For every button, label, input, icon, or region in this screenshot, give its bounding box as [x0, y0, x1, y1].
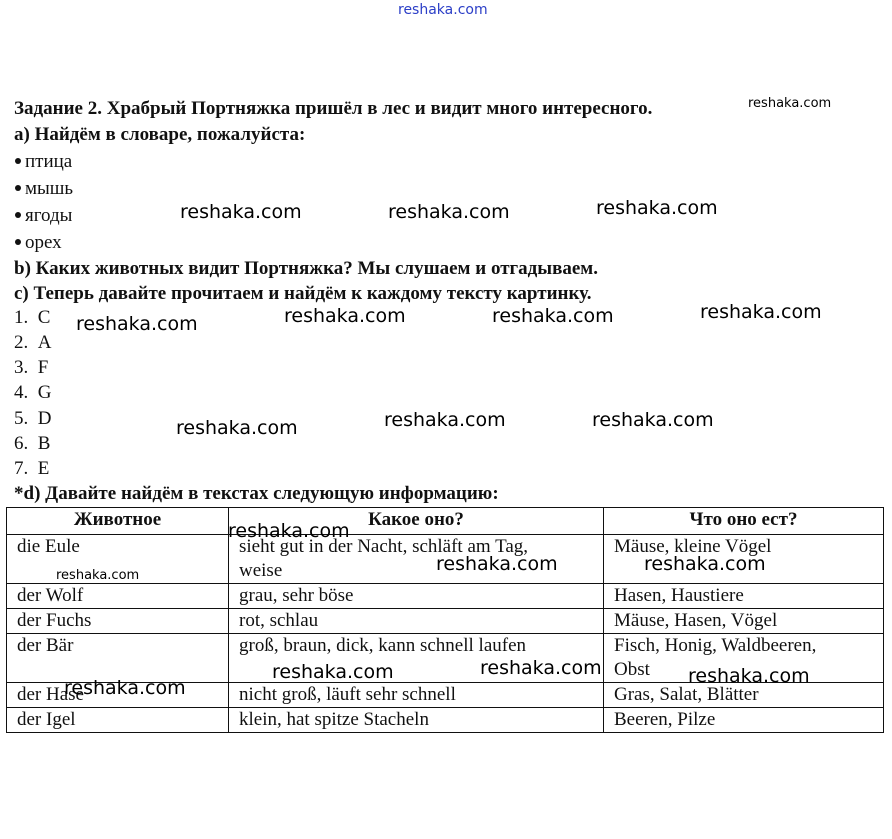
answer-item: 2. A [14, 332, 52, 353]
bullet-icon [15, 158, 21, 164]
answer-item: 7. E [14, 458, 50, 479]
answer-item: 3. F [14, 357, 49, 378]
answer-item: 4. G [14, 382, 52, 403]
description-cell: grau, sehr böse [229, 584, 604, 609]
watermark: reshaka.com [228, 520, 350, 542]
list-item: мышь [14, 178, 73, 200]
description-cell: rot, schlau [229, 609, 604, 634]
watermark: reshaka.com [272, 661, 394, 683]
animal-cell: die Eule [7, 535, 229, 584]
table-row [7, 584, 884, 609]
column-header: Какое оно? [229, 508, 604, 535]
food-cell: Mäuse, kleine Vögel [604, 535, 884, 584]
food-cell: Gras, Salat, Blätter [604, 683, 884, 708]
watermark: reshaka.com [700, 301, 822, 323]
animal-cell: der Fuchs [7, 609, 229, 634]
answer-item: 5. D [14, 408, 52, 429]
table-row [7, 708, 884, 733]
food-cell: Hasen, Haustiere [604, 584, 884, 609]
watermark: reshaka.com [284, 305, 406, 327]
animals-table [6, 507, 884, 733]
list-item: птица [14, 151, 72, 173]
watermark: reshaka.com [688, 665, 810, 687]
watermark: reshaka.com [492, 305, 614, 327]
watermark: reshaka.com [76, 313, 198, 335]
bullet-icon [15, 239, 21, 245]
answer-item: 1. C [14, 307, 51, 328]
part-a-heading: a) Найдём в словаре, пожалуйста: [14, 124, 306, 145]
watermark: reshaka.com [748, 96, 832, 111]
watermark: reshaka.com [592, 409, 714, 431]
animal-cell: der Hase [7, 683, 229, 708]
watermark: reshaka.com [56, 568, 140, 583]
task-title: Задание 2. Храбрый Портняжка пришёл в лес и видит много интересного. [14, 98, 653, 119]
column-header: Животное [7, 508, 229, 535]
description-cell: sieht gut in der Nacht, schläft am Tag, weise [229, 535, 604, 584]
bullet-icon [15, 185, 21, 191]
watermark: reshaka.com [176, 417, 298, 439]
part-c-heading: c) Теперь давайте прочитаем и найдём к каждому тексту картинку. [14, 283, 592, 304]
list-item: ягоды [14, 205, 72, 227]
animal-cell: der Wolf [7, 584, 229, 609]
watermark: reshaka.com [384, 409, 506, 431]
animal-cell: der Bär [7, 634, 229, 683]
answer-item: 6. B [14, 433, 51, 454]
bullet-icon [15, 212, 21, 218]
table-row [7, 609, 884, 634]
watermark: reshaka.com [388, 201, 510, 223]
food-cell: Beeren, Pilze [604, 708, 884, 733]
watermark: reshaka.com [644, 553, 766, 575]
watermark: reshaka.com [436, 553, 558, 575]
list-item: орех [14, 232, 62, 254]
description-cell: klein, hat spitze Stacheln [229, 708, 604, 733]
watermark: reshaka.com [596, 197, 718, 219]
table-header-row [7, 508, 884, 535]
part-b-heading: b) Каких животных видит Портняжка? Мы слушаем и отгадываем. [14, 258, 598, 279]
part-d-heading: *d) Давайте найдём в текстах следующую информацию: [14, 483, 499, 504]
animal-cell: der Igel [7, 708, 229, 733]
food-cell: Fisch, Honig, Waldbeeren, Obst [604, 634, 884, 683]
watermark: reshaka.com [64, 677, 186, 699]
watermark: reshaka.com [180, 201, 302, 223]
watermark: reshaka.com [480, 657, 602, 679]
column-header: Что оно ест? [604, 508, 884, 535]
description-cell: groß, braun, dick, kann schnell laufen [229, 634, 604, 683]
description-cell: nicht groß, läuft sehr schnell [229, 683, 604, 708]
top-watermark: reshaka.com [398, 2, 488, 18]
food-cell: Mäuse, Hasen, Vögel [604, 609, 884, 634]
